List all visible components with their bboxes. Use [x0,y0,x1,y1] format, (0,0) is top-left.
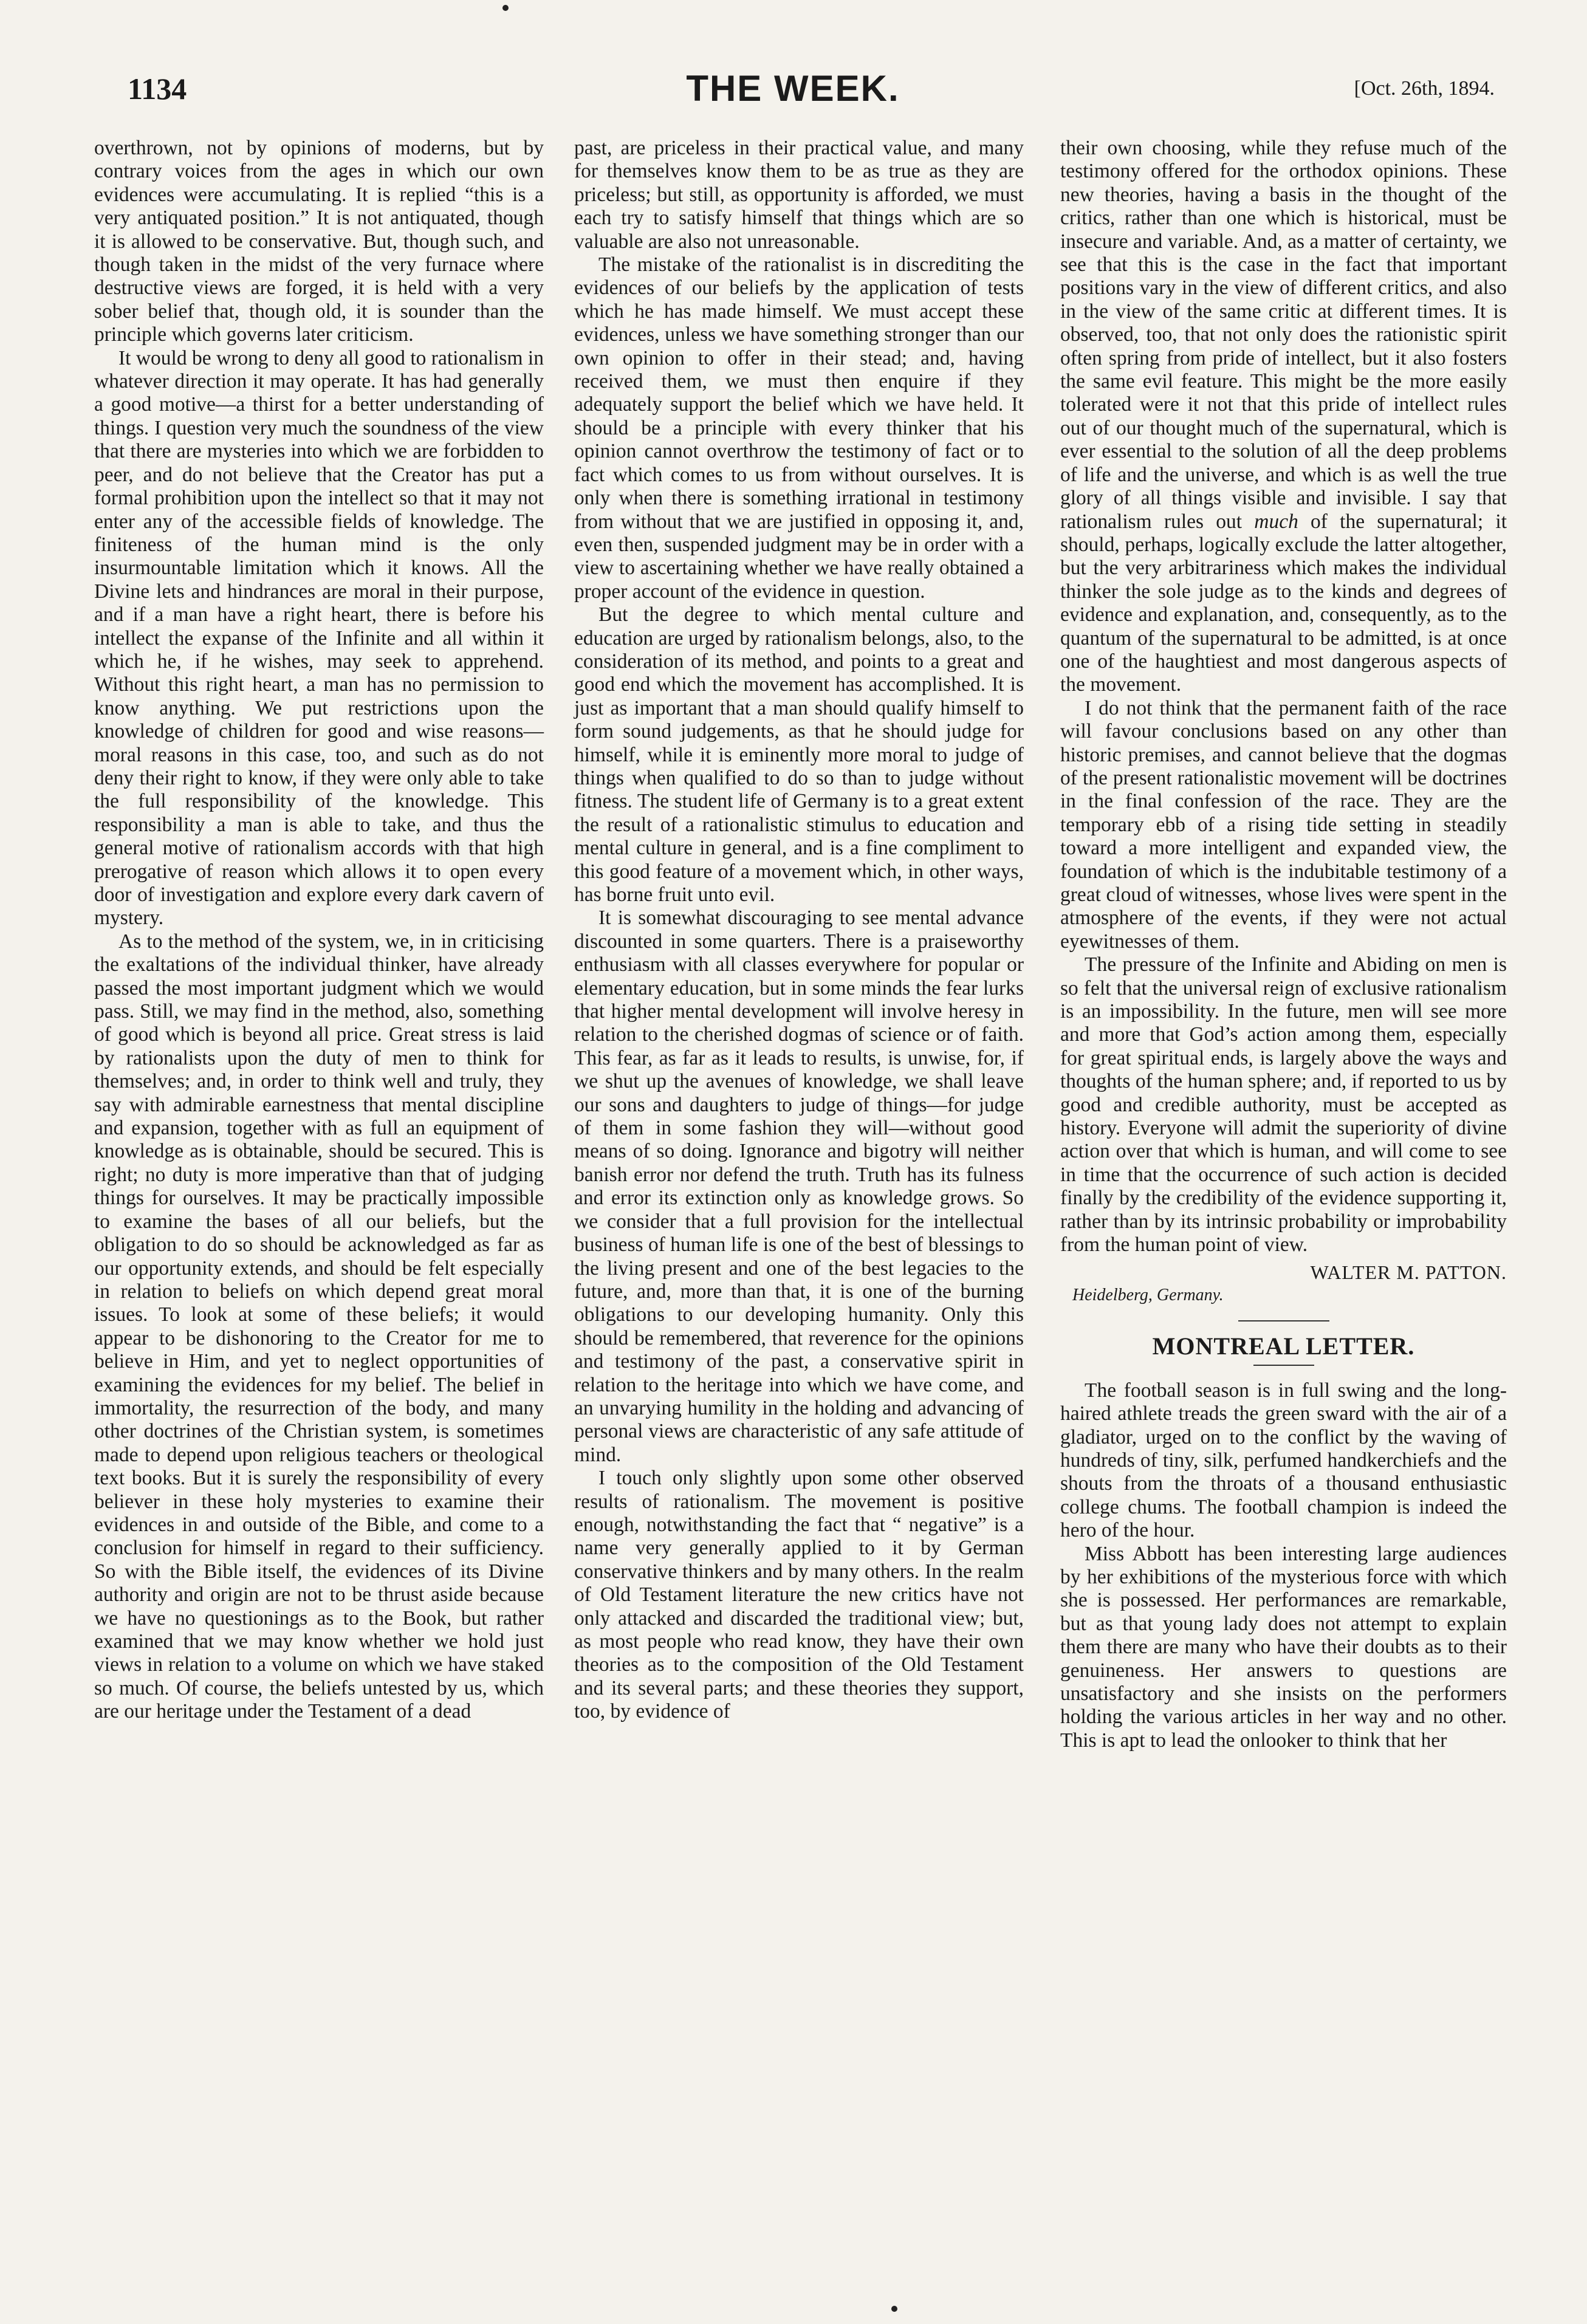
paragraph: It is somewhat discouraging to see mental advance discounted in some quarters. There is a praiseworthy enthusiasm with all classes everywhere for popular or elementary education, but in some minds the fear lurks that higher mental development will involve heresy in relation to the cherished dogmas of science or of faith. This fear, as far as it leads to results, is unwise, for, if we shut up the avenues of knowledge, we shall leave our sons and daughters to judge of things—for judge of them in some fashion they will—without good means of so doing. Ignorance and bigotry will neither banish error nor defend the truth. Truth has its fulness and error its extinction only as knowledge grows. So we consider that a full provision for the intellectual business of human life is one of the best of blessings to the living present and one of the best legacies to the future, and, more than that, it is one of the burning obligations to our developing humanity. Only this should be remembered, that reverence for the opinions and testimony of the past, a conservative spirit in relation to the heritage into which we have come, and an unvarying humility in the holding and advancing of personal views are characteristic of any safe attitude of mind. [574,907,1024,1466]
scan-speck-top [502,5,509,11]
journal-title: THE WEEK. [686,68,900,109]
page-header [91,70,1495,118]
paragraph: past, are priceless in their practical value, and many for themselves know them to be as true as they are priceless; but still, as opportunity is afforded, we must each try to satisfy himself that things which are so valuable are also not unreasonable. [574,137,1024,253]
section-divider [1238,1320,1329,1321]
text-run: their own choosing, while they refuse much of the testimony offered for the orthodox opinions. These new theories, having a basis in the thought of the critics, rather than one which is historical, must be insecure and variable. And, as a matter of certainty, we see that this is the case in the fact that important positions vary in the view of different critics, and also in the view of the same critic at different times. It is observed, too, that not only does the rationistic spirit often spring from pride of intellect, but it also fosters the same evil feature. This might be the more easily tolerated were it not that this pride of intellect rules out of our thought much of the supernatural, which is ever essential to the solution of all the deep problems of life and the universe, and which is as well the true glory of all things visible and invisible. I say that rationalism rules out [1060,137,1507,533]
paragraph: But the degree to which mental culture and education are urged by rationalism belongs, also, to the consideration of its method, and points to a great and good end which the movement has accomplished. It is just as important that a man should qualify himself to form sound judgements, as that he should judge for himself, while it is eminently more moral to judge of things when qualified to do so than to judge without fitness. The student life of Germany is to a great extent the result of a rationalistic stimulus to education and mental culture in general, and is a fine compliment to this good feature of a movement which, in other ways, has borne fruit unto evil. [574,603,1024,906]
page-number: 1134 [128,72,187,106]
paragraph: The pressure of the Infinite and Abiding on men is so felt that the universal reign of exclusive rationalism is an impossibility. In the future, men will see more and more that God’s action among them, especially for great spiritual ends, is largely above the ways and thoughts of the human sphere; and, if reported to us by good and credible authority, must be accepted as history. Everyone will admit the superiority of divine action over that which is human, and will come to see in time that the occurrence of such action is decided finally by the credibility of the evidence supporting it, rather than by its intrinsic probability or improbability from the human point of view. [1060,953,1507,1256]
title-underline [1253,1365,1314,1366]
paragraph: The mistake of the rationalist is in discrediting the evidences of our beliefs by the application of tests which he has made himself. We must accept these evidences, unless we have something stronger than our own opinion to offer in their stead; and, having received them, we must then enquire if they adequately support the belief which we have held. It should be a principle with every thinker that his opinion cannot overthrow the testimony of fact or to fact which comes to us from without ourselves. It is only when there is something irrational in testimony from without that we are justified in opposing it, and, even then, suspended judgment may be in order with a view to ascertaining whether we have really obtained a proper account of the evidence in question. [574,253,1024,603]
author-signature: WALTER M. PATTON. [1310,1261,1507,1283]
paragraph: The football season is in full swing and the long-haired athlete treads the green sward with the air of a gladiator, urged on to the conflict by the waving of hundreds of tiny, silk, perfumed handkerchiefs and the shouts from the throats of a thousand enthusiastic college chums. The football champion is indeed the hero of the hour. [1060,1379,1507,1542]
author-location: Heidelberg, Germany. [1072,1285,1224,1304]
issue-date: [Oct. 26th, 1894. [1354,77,1495,100]
scan-speck-bottom [891,2306,897,2312]
paragraph: It would be wrong to deny all good to rationalism in whatever direction it may operate. It has had generally a good motive—a thirst for a better understanding of things. I question very much the soundness of the view that there are mysteries into which we are forbidden to peer, and do not believe that the Creator has put a formal prohibition upon the intellect so that it may not enter any of the accessible fields of knowledge. The finiteness of the human mind is the only insurmountable limitation which it knows. All the Divine lets and hindrances are moral in their purpose, and if a man have a right heart, there is before his intellect the expanse of the Infinite and all within it which he, if he wishes, may seek to apprehend. Without this right heart, a man has no permission to know anything. We put restrictions upon the knowledge of children for good and wise reasons—moral reasons in this case, too, and such as do not deny their right to know, if they were only able to take the full responsibility of the knowledge. This responsibility a man is able to take, and thus the general motive of rationalism accords with that high prerogative of reason which allows it to open every door of investigation and explore every dark cavern of mystery. [94,346,544,930]
column-3 [1060,137,1507,1752]
column-1 [94,137,544,1724]
paragraph: overthrown, not by opinions of moderns, but by contrary voices from the ages in which our own evidences were accumulating. It is replied “this is a very antiquated position.” It is not antiquated, though it is allowed to be conservative. But, though such, and though taken in the midst of the very furnace where destructive views are forged, it is held with a very sober belief that, though old, it is sounder than the principle which governs later criticism. [94,137,544,346]
paragraph [1060,137,1507,697]
text-run: of the supernatural; it should, perhaps, logically exclude the latter altogether, but the very arbitrariness which makes the individual thinker the sole judge as to the kinds and degrees of evidence and explanation, and, consequently, as to the quantum of the supernatural to be admitted, is at once one of the haughtiest and most dangerous aspects of the movement. [1060,510,1507,696]
paragraph: Miss Abbott has been interesting large audiences by her exhibitions of the mysterious force with which she is possessed. Her performances are remarkable, but as that young lady does not attempt to explain them there are many who have their doubts as to their genuineness. Her answers to questions are unsatisfactory and she insists on the performers holding the various articles in her way and no other. This is apt to lead the onlooker to think that her [1060,1542,1507,1752]
emphasis-word: much [1254,510,1298,533]
column-2 [574,137,1024,1724]
paragraph: I do not think that the permanent faith of the race will favour conclusions based on any other than historic premises, and cannot believe that the dogmas of the present rationalistic movement will be doctrines in the final confession of the race. They are the temporary ebb of a rising tide setting in steadily toward a more intelligent and expanded view, the foundation of which is the indubitable testimony of a great cloud of witnesses, whose lives were spent in the atmosphere of the events, if they were not actual eyewitnesses of them. [1060,696,1507,953]
paragraph: I touch only slightly upon some other observed results of rationalism. The movement is positive enough, notwithstanding the fact that “ negative” is a name very generally applied to it by German conservative thinkers and by many others. In the realm of Old Testament literature the new critics have not only attacked and discarded the traditional view; but, as most people who read know, they have their own theories as to the composition of the Old Testament and its several parts; and these theories they support, too, by evidence of [574,1467,1024,1723]
paragraph: As to the method of the system, we, in in criticising the exaltations of the individual thinker, have already passed the most important judgment which we would pass. Still, we may find in the method, also, something of good which is beyond all price. Great stress is laid by rationalists upon the duty of men to think for themselves; and, in order to think well and truly, they say with admirable earnestness that mental discipline and expansion, together with as full an equipment of knowledge as is obtainable, should be secured. This is right; no duty is more imperative than that of judging things for ourselves. It may be practically impossible to examine the bases of all our beliefs, but the obligation to do so should be acknowledged as far as our opportunity extends, and should be felt especially in relation to beliefs on which depend great moral issues. To look at some of these beliefs; it would appear to be dishonoring to the Creator for me to believe in Him, and yet to neglect opportunities of examining the evidences for my belief. The belief in immortality, the resurrection of the body, and many other doctrines of the Christian system, is sometimes made to depend upon religious teachers or theological text books. But it is surely the responsibility of every believer in these holy mysteries to examine their evidences in and outside of the Bible, and come to a conclusion for himself in regard to their sufficiency. So with the Bible itself, the evidences of its Divine authority and origin are not to be thrust aside because we have no questionings as to the Book, but rather examined that we may know whether we hold just views in relation to a volume on which we have staked so much. Of course, the beliefs untested by us, which are our heritage under the Testament of a dead [94,930,544,1723]
section-title: MONTREAL LETTER. [1152,1332,1415,1360]
